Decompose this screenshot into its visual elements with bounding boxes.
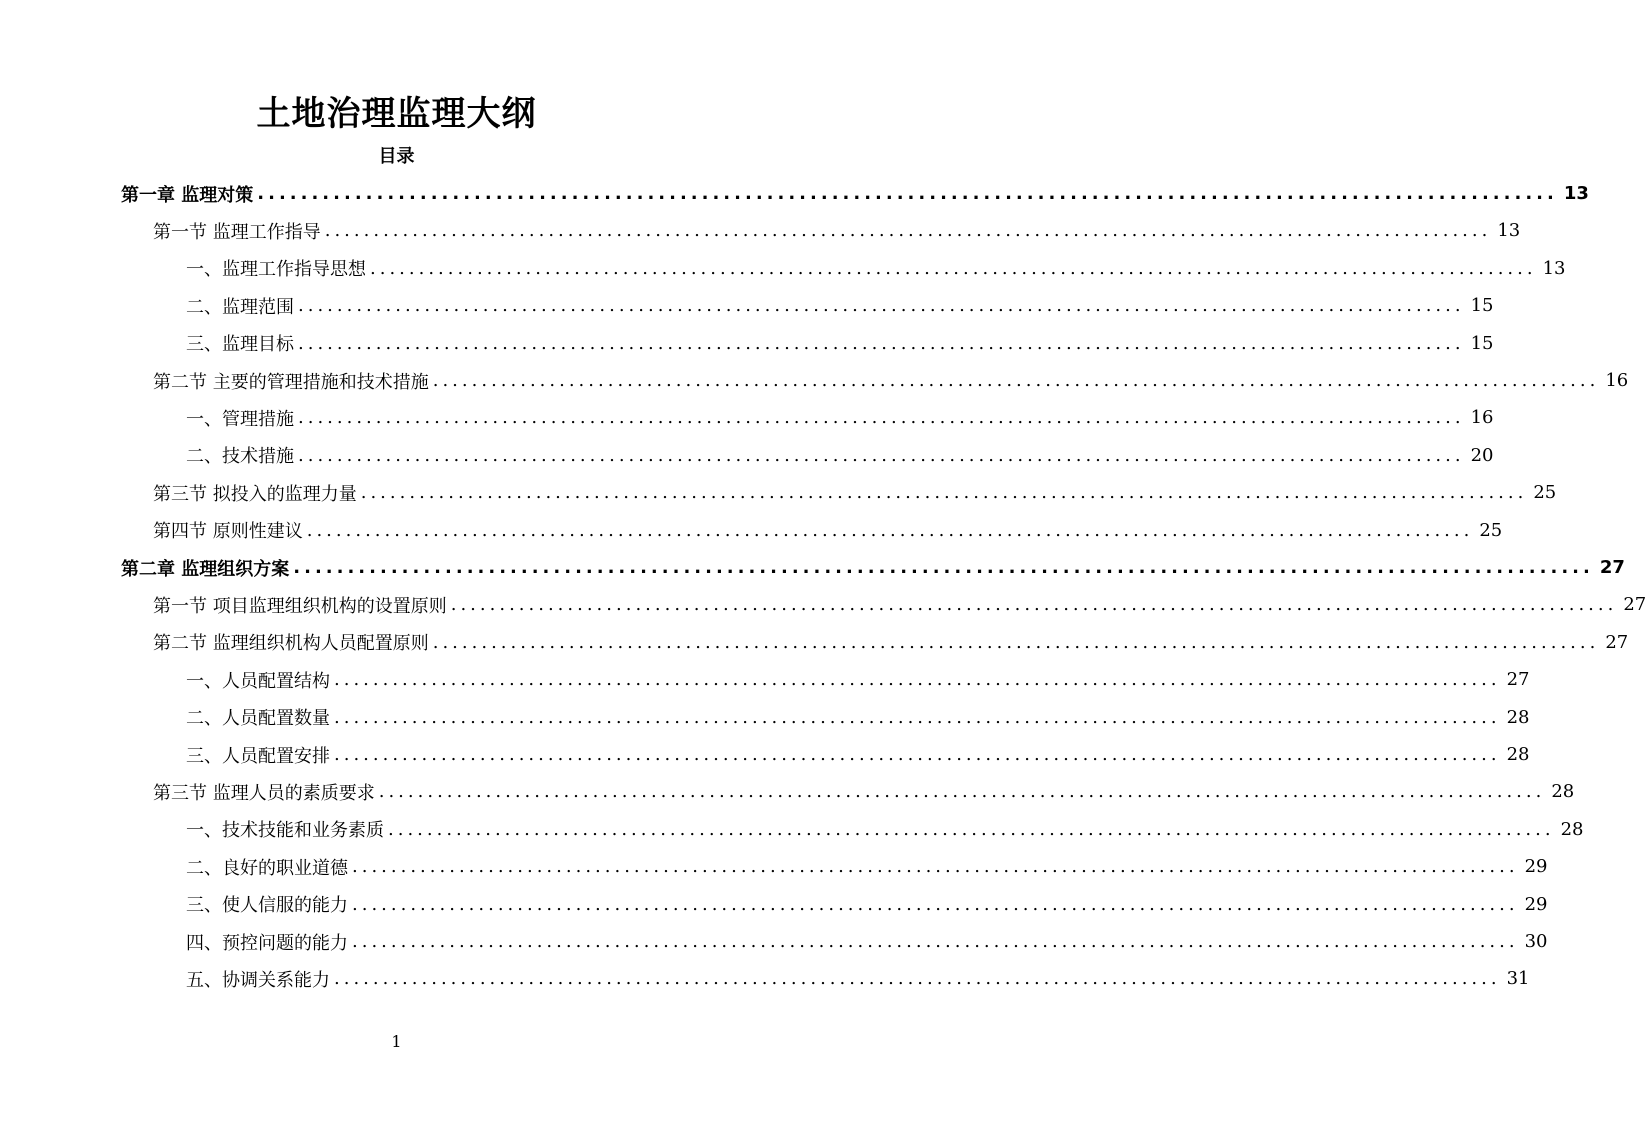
toc-entry-item[interactable]	[186, 848, 1548, 885]
toc-entry-page: 27	[1506, 669, 1530, 691]
toc-entry-page: 29	[1524, 893, 1548, 915]
toc-entry-item[interactable]	[186, 886, 1548, 923]
document-title: 土地治理监理大纲	[256, 94, 537, 134]
toc-entry-page: 28	[1560, 818, 1584, 840]
toc-entry-label: 二、技术措施	[186, 446, 294, 468]
toc-entry-page: 16	[1605, 370, 1629, 391]
toc-dot-leader: ........................................................................................................................	[298, 444, 1465, 466]
toc-entry-label: 一、技术技能和业务素质	[186, 820, 384, 842]
toc-entry-section[interactable]	[153, 586, 1646, 623]
toc-entry-page: 28	[1506, 744, 1530, 765]
toc-dot-leader: ........................................................................................................................	[293, 557, 1594, 578]
toc-entry-label: 第一节 项目监理组织机构的设置原则	[153, 595, 447, 617]
toc-dot-leader: ........................................................................................................................	[298, 332, 1465, 354]
toc-dot-leader: ........................................................................................................................	[334, 669, 1501, 691]
toc-dot-leader: ........................................................................................................................	[334, 706, 1501, 728]
toc-heading: 目录	[378, 146, 415, 167]
toc-dot-leader: ........................................................................................................................	[352, 893, 1519, 915]
toc-dot-leader: ........................................................................................................................	[334, 744, 1501, 765]
toc-entry-item[interactable]	[186, 923, 1548, 960]
toc-dot-leader: ........................................................................................................................	[352, 856, 1519, 878]
toc-entry-label: 第四节 原则性建议	[153, 521, 303, 543]
toc-entry-item[interactable]	[186, 325, 1494, 362]
toc-dot-leader: ........................................................................................................................	[388, 818, 1555, 840]
toc-entry-page: 31	[1506, 968, 1530, 990]
toc-entry-item[interactable]	[186, 699, 1530, 736]
toc-entry-page: 20	[1470, 444, 1494, 466]
toc-entry-section[interactable]	[153, 362, 1629, 399]
toc-dot-leader: ........................................................................................................................	[352, 931, 1519, 952]
toc-entry-item[interactable]	[186, 437, 1494, 474]
toc-entry-page: 25	[1479, 519, 1503, 541]
toc-dot-leader: ........................................................................................................................	[306, 519, 1474, 541]
toc-entry-page: 30	[1524, 931, 1548, 952]
toc-dot-leader: ........................................................................................................................	[378, 781, 1546, 803]
toc-entry-section[interactable]	[153, 474, 1557, 511]
toc-entry-label: 第一节 监理工作指导	[153, 221, 321, 243]
toc-entry-label: 一、人员配置结构	[186, 670, 330, 692]
toc-entry-label: 二、监理范围	[186, 296, 294, 318]
toc-entry-item[interactable]	[186, 661, 1530, 698]
toc-dot-leader: ........................................................................................................................	[370, 257, 1537, 279]
toc-entry-page: 29	[1524, 856, 1548, 878]
toc-entry-page: 13	[1563, 183, 1589, 204]
toc-entry-label: 第二章 监理组织方案	[121, 558, 290, 580]
toc-entry-label: 四、预控问题的能力	[186, 932, 348, 954]
toc-entry-label: 二、人员配置数量	[186, 708, 330, 730]
toc-entry-page: 27	[1623, 594, 1646, 616]
toc-entry-item[interactable]	[186, 250, 1566, 287]
toc-entry-section[interactable]	[153, 212, 1521, 249]
toc-entry-page: 15	[1470, 332, 1494, 354]
toc-entry-chapter[interactable]	[121, 549, 1625, 586]
toc-entry-chapter[interactable]	[121, 175, 1589, 212]
toc-dot-leader: ........................................................................................................................	[334, 968, 1501, 990]
toc-entry-item[interactable]	[186, 287, 1494, 324]
toc-entry-page: 27	[1605, 631, 1629, 653]
toc-entry-item[interactable]	[186, 960, 1530, 997]
toc-entry-label: 三、人员配置安排	[186, 745, 330, 767]
toc-entry-section[interactable]	[153, 624, 1629, 661]
toc-entry-page: 27	[1599, 557, 1625, 578]
toc-entry-label: 二、良好的职业道德	[186, 857, 348, 879]
toc-entry-section[interactable]	[153, 512, 1503, 549]
toc-entry-label: 三、监理目标	[186, 334, 294, 356]
toc-entry-label: 一、监理工作指导思想	[186, 259, 366, 281]
toc-entry-page: 28	[1551, 781, 1575, 803]
toc-entry-page: 13	[1497, 220, 1521, 242]
toc-entry-item[interactable]	[186, 399, 1494, 436]
toc-entry-label: 第一章 监理对策	[121, 184, 254, 206]
toc-entry-label: 第三节 拟投入的监理力量	[153, 483, 357, 505]
toc-entry-page: 15	[1470, 295, 1494, 317]
toc-entry-page: 25	[1533, 482, 1557, 504]
toc-dot-leader: ........................................................................................................................	[324, 220, 1492, 242]
toc-entry-label: 第二节 监理组织机构人员配置原则	[153, 633, 429, 655]
toc-dot-leader: ........................................................................................................................	[257, 183, 1558, 204]
toc-entry-item[interactable]	[186, 736, 1530, 773]
toc-entry-label: 五、协调关系能力	[186, 969, 330, 991]
toc-dot-leader: ........................................................................................................................	[298, 407, 1465, 429]
toc-entry-label: 三、使人信服的能力	[186, 895, 348, 917]
toc-dot-leader: ........................................................................................................................	[298, 295, 1465, 317]
toc-entry-page: 13	[1542, 257, 1566, 279]
toc-entry-page: 28	[1506, 706, 1530, 728]
page-number: 1	[391, 1032, 402, 1051]
toc-dot-leader: ........................................................................................................................	[450, 594, 1618, 616]
toc-entry-label: 一、管理措施	[186, 408, 294, 430]
toc-dot-leader: ........................................................................................................................	[432, 631, 1600, 653]
toc-entry-section[interactable]	[153, 773, 1575, 810]
toc-dot-leader: ........................................................................................................................	[360, 482, 1528, 504]
toc-dot-leader: ........................................................................................................................	[432, 370, 1600, 391]
toc-entry-label: 第三节 监理人员的素质要求	[153, 782, 375, 804]
toc-entry-label: 第二节 主要的管理措施和技术措施	[153, 371, 429, 393]
toc-entry-item[interactable]	[186, 811, 1584, 848]
toc-entry-page: 16	[1470, 407, 1494, 429]
